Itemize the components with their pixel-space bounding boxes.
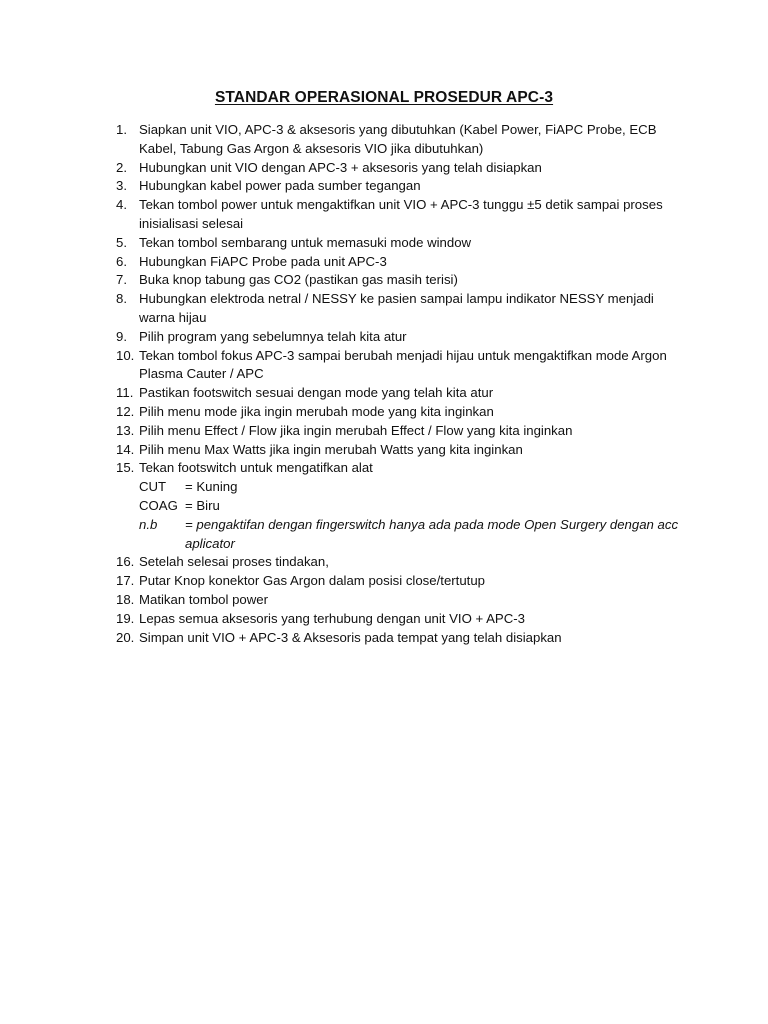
step-text: Pilih program yang sebelumnya telah kita atur [139, 328, 407, 344]
step-number: 11. [116, 385, 134, 401]
step-text: Pilih menu mode jika ingin merubah mode yang kita inginkan [139, 403, 494, 419]
step-number: 5. [116, 234, 127, 250]
step-text: Pilih menu Max Watts jika ingin merubah Watts yang kita inginkan [139, 441, 523, 457]
procedure-step [0, 196, 768, 234]
procedure-step [0, 459, 768, 553]
step-number: 14. [116, 441, 135, 457]
procedure-step [0, 572, 768, 591]
step-text: Buka knop tabung gas CO2 (pastikan gas masih terisi) [139, 272, 458, 288]
detail-row-note [139, 516, 688, 554]
procedure-step [0, 422, 768, 441]
procedure-step [0, 159, 768, 178]
procedure-step [0, 290, 768, 328]
step-number: 17. [116, 573, 135, 589]
document-title: STANDAR OPERASIONAL PROSEDUR APC-3 [214, 89, 554, 106]
step-text: Siapkan unit VIO, APC-3 & aksesoris yang dibutuhkan (Kabel Power, FiAPC Probe, ECB Kabel, Tabung Gas Argon & aksesoris VIO jika dibutuhkan) [139, 122, 657, 156]
step-number: 20. [116, 629, 135, 645]
step-text: Hubungkan elektroda netral / NESSY ke pasien sampai lampu indikator NESSY menjadi warna hijau [139, 291, 654, 325]
procedure-step [0, 610, 768, 629]
step-text: Tekan footswitch untuk mengatifkan alat [139, 460, 373, 476]
detail-key: n.b [139, 516, 158, 532]
detail-value: = Biru [185, 497, 220, 513]
procedure-step [0, 591, 768, 610]
procedure-step [0, 328, 768, 347]
procedure-step [0, 234, 768, 253]
detail-key: COAG [139, 497, 178, 513]
step-text: Tekan tombol power untuk mengaktifkan unit VIO + APC-3 tunggu ±5 detik sampai proses inisialisasi selesai [139, 197, 663, 231]
detail-key: CUT [139, 479, 167, 495]
step-number: 13. [116, 422, 135, 438]
step-number: 10. [116, 347, 135, 363]
step-number: 9. [116, 328, 127, 344]
step-text: Pilih menu Effect / Flow jika ingin merubah Effect / Flow yang kita inginkan [139, 422, 573, 438]
step-number: 16. [116, 554, 135, 570]
step-text: Tekan tombol sembarang untuk memasuki mode window [139, 234, 472, 250]
step-text: Pastikan footswitch sesuai dengan mode yang telah kita atur [139, 385, 494, 401]
procedure-step [0, 384, 768, 403]
step-text: Lepas semua aksesoris yang terhubung dengan unit VIO + APC-3 [139, 610, 525, 626]
detail-value: = Kuning [185, 479, 238, 495]
step-number: 8. [116, 291, 127, 307]
step-number: 15. [116, 460, 135, 476]
procedure-steps-list [0, 121, 768, 647]
procedure-step [0, 553, 768, 572]
procedure-step [0, 177, 768, 196]
detail-value: = pengaktifan dengan fingerswitch hanya ada pada mode Open Surgery dengan acc aplicator [185, 516, 679, 551]
detail-row [139, 478, 688, 497]
step-text: Hubungkan FiAPC Probe pada unit APC-3 [139, 253, 387, 269]
step-text: Tekan tombol fokus APC-3 sampai berubah menjadi hijau untuk mengaktifkan mode Argon Plasma Cauter / APC [139, 347, 667, 382]
procedure-step [0, 441, 768, 460]
step-number: 4. [116, 197, 127, 213]
step-text: Matikan tombol power [139, 591, 269, 607]
step-text: Hubungkan unit VIO dengan APC-3 + aksesoris yang telah disiapkan [139, 159, 542, 175]
procedure-step [0, 121, 768, 159]
step-number: 12. [116, 403, 135, 419]
step-number: 6. [116, 253, 127, 269]
step-text: Setelah selesai proses tindakan, [139, 554, 329, 570]
procedure-step [0, 629, 768, 648]
procedure-step [0, 253, 768, 272]
procedure-step [0, 347, 768, 385]
step-number: 18. [116, 591, 135, 607]
step-number: 1. [116, 122, 127, 137]
procedure-step [0, 403, 768, 422]
step-number: 3. [116, 178, 127, 194]
step-number: 2. [116, 159, 127, 175]
step-15-details [139, 478, 688, 553]
procedure-step [0, 271, 768, 290]
step-number: 7. [116, 272, 127, 288]
step-number: 19. [116, 610, 135, 626]
step-text: Hubungkan kabel power pada sumber tegangan [139, 178, 421, 194]
step-text: Putar Knop konektor Gas Argon dalam posisi close/tertutup [139, 573, 485, 589]
detail-row [139, 497, 688, 516]
step-text: Simpan unit VIO + APC-3 & Aksesoris pada tempat yang telah disiapkan [139, 629, 562, 645]
